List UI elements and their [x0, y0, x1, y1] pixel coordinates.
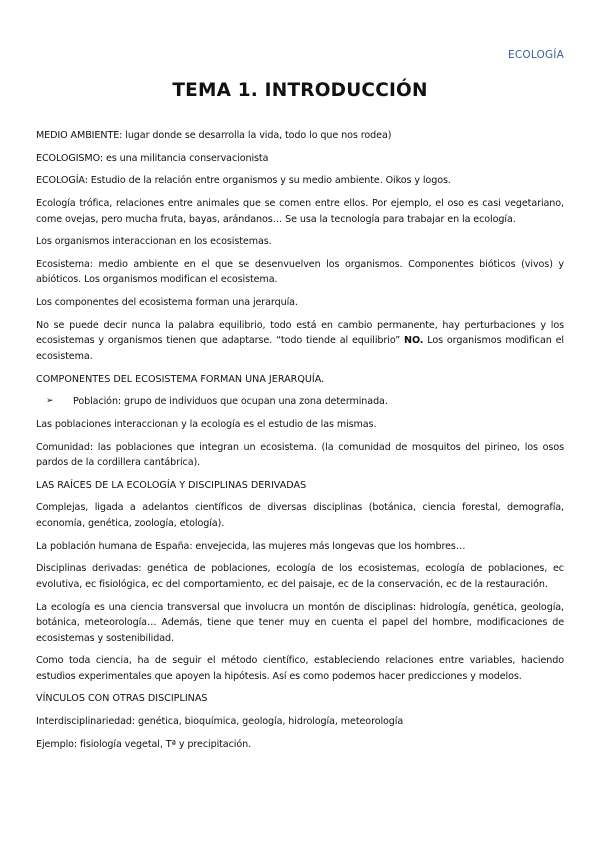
- paragraph-complejas: Complejas, ligada a adelantos científicos de diversas disciplinas (botánica, ciencia forestal, demografía, economía, genética, zoología, etología).: [36, 502, 564, 529]
- equilibrio-text-a: No se puede decir nunca la palabra equilibrio, todo está en cambio permanente, hay perturbaciones y los ecosistemas y organismos tienen que adaptarse. “todo tiende al equilibrio”: [36, 319, 564, 347]
- paragraph-disciplinas-derivadas: Disciplinas derivadas: genética de poblaciones, ecología de los ecosistemas, ecología de poblaciones, ec evolutiva, ec fisiológica, ec del comportamiento, ec del paisaje, ec de la conservación, ec de la restauración.: [36, 563, 564, 590]
- arrow-bullet-icon: ➢: [46, 396, 54, 407]
- paragraph-comunidad: Comunidad: las poblaciones que integran un ecosistema. (la comunidad de mosquitos del pirineo, los osos pardos de la cordillera cantábrica).: [36, 441, 564, 469]
- equilibrio-text-c: Los organismos modifican el ecosistema.: [36, 335, 564, 362]
- paragraph-ejemplo: Ejemplo: fisiología vegetal, Tª y precipitación.: [36, 738, 252, 750]
- equilibrio-emphasis: NO.: [404, 335, 424, 347]
- heading-vinculos: VÍNCULOS CON OTRAS DISCIPLINAS: [36, 693, 208, 705]
- paragraph-interdisciplinariedad: Interdisciplinariedad: genética, bioquímica, geología, hidrología, meteorología: [36, 716, 404, 728]
- paragraph-componentes: Los componentes del ecosistema forman una jerarquía.: [36, 297, 298, 309]
- heading-raices: LAS RAÍCES DE LA ECOLOGÍA Y DISCIPLINAS DERIVADAS: [36, 479, 307, 491]
- page-title: TEMA 1. INTRODUCCIÓN: [172, 80, 428, 101]
- document-body: [36, 128, 564, 759]
- paragraph-poblaciones: Las poblaciones interaccionan y la ecología es el estudio de las mismas.: [36, 418, 377, 430]
- heading-componentes-jerarquia: COMPONENTES DEL ECOSISTEMA FORMAN UNA JERARQUÍA.: [36, 373, 325, 385]
- paragraph-organismos: Los organismos interaccionan en los ecosistemas.: [36, 236, 272, 248]
- paragraph-ciencia-transversal: La ecología es una ciencia transversal que involucra un montón de disciplinas: hidrología, genética, geología, botánica, meteorología… Además, tiene que tener muy en cuenta el papel del hombre, modificaciones de ecosistemas y sostenibilidad.: [36, 601, 564, 644]
- paragraph-poblacion-humana: La población humana de España: envejecida, las mujeres más longevas que los hombres…: [36, 540, 466, 552]
- paragraph-ecologismo: ECOLOGISMO: es una militancia conservacionista: [36, 152, 269, 164]
- list-item-poblacion: [36, 394, 564, 410]
- paragraph-medio-ambiente: MEDIO AMBIENTE: lugar donde se desarrolla la vida, todo lo que nos rodea): [36, 130, 392, 141]
- paragraph-equilibrio: [36, 318, 564, 365]
- bullet-text: Población: grupo de individuos que ocupan una zona determinada.: [73, 396, 388, 408]
- paragraph-ecologia: ECOLOGÍA: Estudio de la relación entre organismos y su medio ambiente. Oikos y logos.: [36, 175, 451, 187]
- paragraph-metodo-cientifico: Como toda ciencia, ha de seguir el método científico, estableciendo relaciones entre variables, haciendo estudios experimentales que apoyen la hipótesis. Así es como podemos hacer predicciones y modelos.: [36, 655, 564, 682]
- paragraph-ecosistema: Ecosistema: medio ambiente en el que se desenvuelven los organismos. Componentes bióticos (vivos) y abióticos. Los organismos modifican el ecosistema.: [36, 258, 564, 286]
- paragraph-ecologia-trofica: Ecología trófica, relaciones entre animales que se comen entre ellos. Por ejemplo, el oso es casi vegetariano, come ovejas, pero mucha fruta, bayas, arándanos… Se usa la tecnología para trabajar en la ecología.: [36, 198, 564, 225]
- section-header: ECOLOGÍA: [508, 49, 564, 61]
